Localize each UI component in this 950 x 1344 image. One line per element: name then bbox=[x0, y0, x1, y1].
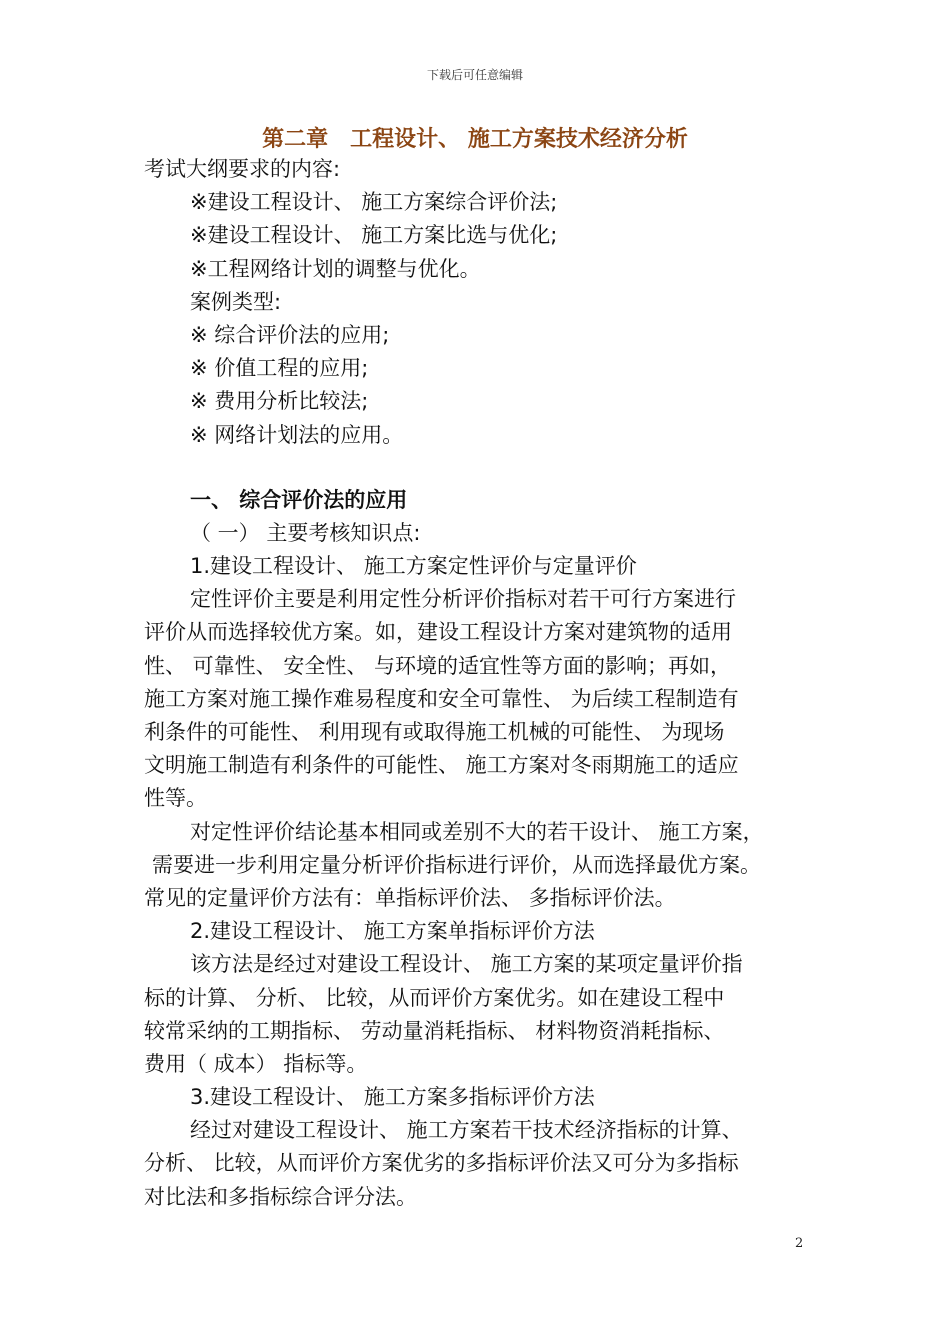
paragraph-line: 对比法和多指标综合评分法。 bbox=[144, 1184, 417, 1209]
case-type-item: ※ 费用分析比较法; bbox=[190, 389, 369, 414]
case-type-item: ※ 综合评价法的应用; bbox=[190, 322, 390, 347]
exam-item: ※工程网络计划的调整与优化。 bbox=[190, 256, 481, 281]
case-type-item: ※ 价值工程的应用; bbox=[190, 356, 369, 381]
paragraph-line: 经过对建设工程设计、 施工方案若干技术经济指标的计算、 bbox=[190, 1118, 743, 1143]
case-type-item: ※ 网络计划法的应用。 bbox=[190, 422, 404, 447]
paragraph-line: 文明施工制造有利条件的可能性、 施工方案对冬雨期施工的适应 bbox=[144, 753, 739, 778]
paragraph-line: 施工方案对施工操作难易程度和安全可靠性、 为后续工程制造有 bbox=[144, 686, 739, 711]
paragraph-line: 较常采纳的工期指标、 劳动量消耗指标、 材料物资消耗指标、 bbox=[144, 1018, 725, 1043]
paragraph-line: 需要进一步利用定量分析评价指标进行评价，从而选择最优方案。 bbox=[152, 852, 761, 877]
exam-intro: 考试大纲要求的内容: bbox=[144, 157, 341, 181]
paragraph-line: 性、 可靠性、 安全性、 与环境的适宜性等方面的影响；再如， bbox=[144, 653, 732, 678]
section-spacer bbox=[144, 452, 824, 484]
exam-item: ※建设工程设计、 施工方案比选与优化; bbox=[190, 223, 558, 248]
item-title: 1.建设工程设计、 施工方案定性评价与定量评价 bbox=[190, 554, 637, 579]
paragraph-line: 费用（ 成本） 指标等。 bbox=[144, 1051, 368, 1076]
page-number: 2 bbox=[795, 1236, 804, 1251]
item-title: 2.建设工程设计、 施工方案单指标评价方法 bbox=[190, 919, 595, 944]
paragraph-line: 利条件的可能性、 利用现有或取得施工机械的可能性、 为现场 bbox=[144, 720, 725, 744]
paragraph-line: 性等。 bbox=[144, 786, 207, 811]
paragraph-line: 对定性评价结论基本相同或差别不大的若干设计、 施工方案， bbox=[190, 819, 764, 844]
section-heading: 一、 综合评价法的应用 bbox=[190, 487, 408, 512]
header-note: 下载后可任意编辑 bbox=[426, 68, 523, 82]
exam-item: ※建设工程设计、 施工方案综合评价法; bbox=[190, 190, 558, 215]
paragraph-line: 该方法是经过对建设工程设计、 施工方案的某项定量评价指 bbox=[190, 952, 743, 977]
paragraph-line: 标的计算、 分析、 比较，从而评价方案优劣。如在建设工程中 bbox=[144, 985, 725, 1010]
document-body bbox=[144, 153, 824, 1214]
case-types-label: 案例类型: bbox=[190, 289, 282, 314]
subsection-heading: （ 一） 主要考核知识点: bbox=[190, 520, 421, 545]
item-title: 3.建设工程设计、 施工方案多指标评价方法 bbox=[190, 1085, 595, 1110]
paragraph-line: 分析、 比较，从而评价方案优劣的多指标评价法又可分为多指标 bbox=[144, 1151, 739, 1176]
chapter-title: 第二章 工程设计、 施工方案技术经济分析 bbox=[262, 127, 688, 152]
paragraph-line: 评价从而选择较优方案。如，建设工程设计方案对建筑物的适用 bbox=[144, 620, 732, 645]
paragraph-line: 常见的定量评价方法有：单指标评价法、 多指标评价法。 bbox=[144, 885, 676, 910]
paragraph-line: 定性评价主要是利用定性分析评价指标对若干可行方案进行 bbox=[190, 587, 736, 612]
